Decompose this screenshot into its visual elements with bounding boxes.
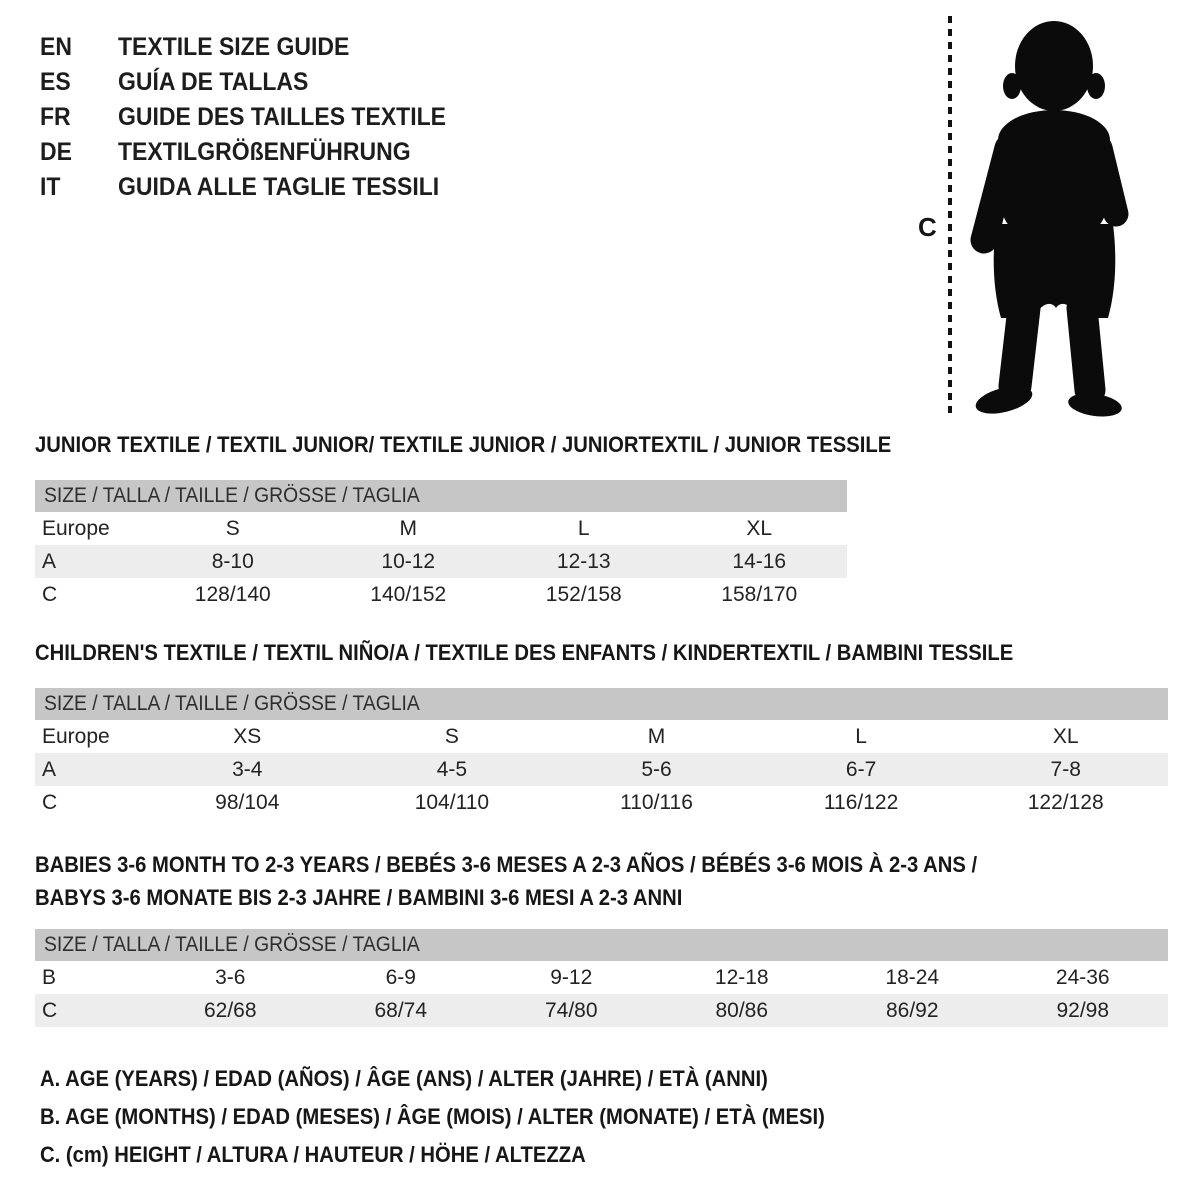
table-cell: 9-12 xyxy=(550,966,593,989)
table-cell: 110/116 xyxy=(620,791,693,814)
babies-textile-section xyxy=(35,848,1168,1027)
language-code: FR xyxy=(40,103,71,131)
row-label: C xyxy=(42,583,58,606)
language-title: GUÍA DE TALLAS xyxy=(118,68,309,96)
babies-size-header-bar xyxy=(35,929,1168,961)
table-cell: 6-7 xyxy=(845,758,877,781)
language-code: EN xyxy=(40,33,72,61)
row-label: A xyxy=(42,550,57,573)
table-cell: 92/98 xyxy=(1056,999,1110,1022)
children-section-title xyxy=(35,640,1168,666)
table-cell: 14-16 xyxy=(732,550,787,573)
table-cell: 104/110 xyxy=(414,791,490,814)
table-cell: 10-12 xyxy=(381,550,436,573)
language-title: TEXTILE SIZE GUIDE xyxy=(118,33,350,61)
size-header-label: SIZE / TALLA / TAILLE / GRÖSSE / TAGLIA xyxy=(44,933,420,956)
language-row xyxy=(40,30,475,65)
babies-section-title-line1: BABIES 3-6 MONTH TO 2-3 YEARS / BEBÉS 3-6 MESES A 2-3 AÑOS / BÉBÉS 3-6 MOIS À 2-3 ANS / xyxy=(35,852,978,877)
legend-line-b xyxy=(40,1098,893,1136)
table-cell: 62/68 xyxy=(203,999,257,1022)
legend-line-a-text: A. AGE (YEARS) / EDAD (AÑOS) / ÂGE (ANS) / ALTER (JAHRE) / ETÀ (ANNI) xyxy=(40,1066,768,1091)
table-cell: XL xyxy=(1052,725,1079,748)
language-row xyxy=(40,100,475,135)
babies-section-title-line2: BABYS 3-6 MONATE BIS 2-3 JAHRE / BAMBINI 3-6 MESI A 2-3 ANNI xyxy=(35,885,683,910)
table-cell: 12-13 xyxy=(556,550,611,573)
row-label: C xyxy=(42,999,58,1022)
row-label: Europe xyxy=(42,517,110,540)
table-cell: 68/74 xyxy=(374,999,428,1022)
table-cell: 152/158 xyxy=(545,583,622,606)
table-cell: 12-18 xyxy=(714,966,769,989)
table-cell: XS xyxy=(233,725,262,748)
table-cell: 74/80 xyxy=(544,999,598,1022)
table-row xyxy=(35,720,1168,753)
table-cell: S xyxy=(444,725,459,748)
language-title: GUIDE DES TAILLES TEXTILE xyxy=(118,103,446,131)
height-measure-line xyxy=(948,16,952,418)
row-label: Europe xyxy=(42,725,110,748)
language-row xyxy=(40,170,475,205)
table-row xyxy=(35,753,1168,786)
table-row xyxy=(35,512,847,545)
legend-line-c-text: C. (cm) HEIGHT / ALTURA / HAUTEUR / HÖHE / ALTEZZA xyxy=(40,1142,586,1167)
children-size-header-bar xyxy=(35,688,1168,720)
table-cell: XL xyxy=(746,517,773,540)
table-row xyxy=(35,786,1168,819)
legend-line-a xyxy=(40,1060,893,1098)
table-cell: M xyxy=(647,725,666,748)
junior-section-title-text: JUNIOR TEXTILE / TEXTIL JUNIOR/ TEXTILE JUNIOR / JUNIORTEXTIL / JUNIOR TESSILE xyxy=(35,432,892,457)
table-cell: L xyxy=(577,517,590,540)
table-cell: 128/140 xyxy=(194,583,271,606)
table-cell: M xyxy=(399,517,417,540)
table-cell: 122/128 xyxy=(1027,791,1104,814)
size-header-label: SIZE / TALLA / TAILLE / GRÖSSE / TAGLIA xyxy=(44,692,420,715)
language-code: DE xyxy=(40,138,72,166)
language-title-list xyxy=(40,30,475,205)
babies-section-title xyxy=(35,848,1168,914)
table-row xyxy=(35,994,1168,1027)
table-cell: 5-6 xyxy=(641,758,672,781)
language-code: ES xyxy=(40,68,71,96)
junior-size-header-bar xyxy=(35,480,847,512)
language-code: IT xyxy=(40,173,61,201)
table-cell: L xyxy=(855,725,867,748)
table-cell: 3-6 xyxy=(215,966,246,989)
legend-line-c xyxy=(40,1136,893,1174)
table-cell: 6-9 xyxy=(385,966,416,989)
table-cell: 4-5 xyxy=(436,758,468,781)
table-cell: 140/152 xyxy=(370,583,447,606)
children-textile-section xyxy=(35,640,1168,819)
table-cell: S xyxy=(225,517,240,540)
children-section-title-text: CHILDREN'S TEXTILE / TEXTIL NIÑO/A / TEXTILE DES ENFANTS / KINDERTEXTIL / BAMBINI TESSILE xyxy=(35,640,1014,665)
row-label: B xyxy=(42,966,57,989)
table-cell: 98/104 xyxy=(215,791,280,814)
language-row xyxy=(40,135,475,170)
table-cell: 24-36 xyxy=(1055,966,1110,989)
table-cell: 8-10 xyxy=(211,550,254,573)
junior-textile-section xyxy=(35,432,892,611)
language-row xyxy=(40,65,475,100)
junior-section-title xyxy=(35,432,892,458)
table-row xyxy=(35,545,847,578)
table-cell: 3-4 xyxy=(232,758,263,781)
measure-legend xyxy=(40,1060,893,1174)
language-title: GUIDA ALLE TAGLIE TESSILI xyxy=(118,173,440,201)
table-cell: 18-24 xyxy=(885,966,940,989)
toddler-silhouette-icon xyxy=(968,18,1140,418)
table-cell: 80/86 xyxy=(715,999,769,1022)
table-row xyxy=(35,578,847,611)
table-cell: 116/122 xyxy=(823,791,899,814)
row-label: A xyxy=(42,758,57,781)
height-measure-label: C xyxy=(918,212,937,242)
table-cell: 7-8 xyxy=(1050,758,1081,781)
row-label: C xyxy=(42,791,58,814)
legend-line-b-text: B. AGE (MONTHS) / EDAD (MESES) / ÂGE (MOIS) / ALTER (MONATE) / ETÀ (MESI) xyxy=(40,1104,825,1129)
language-title: TEXTILGRÖßENFÜHRUNG xyxy=(118,138,411,166)
table-row xyxy=(35,961,1168,994)
table-cell: 158/170 xyxy=(721,583,798,606)
size-header-label: SIZE / TALLA / TAILLE / GRÖSSE / TAGLIA xyxy=(44,484,420,507)
table-cell: 86/92 xyxy=(885,999,939,1022)
